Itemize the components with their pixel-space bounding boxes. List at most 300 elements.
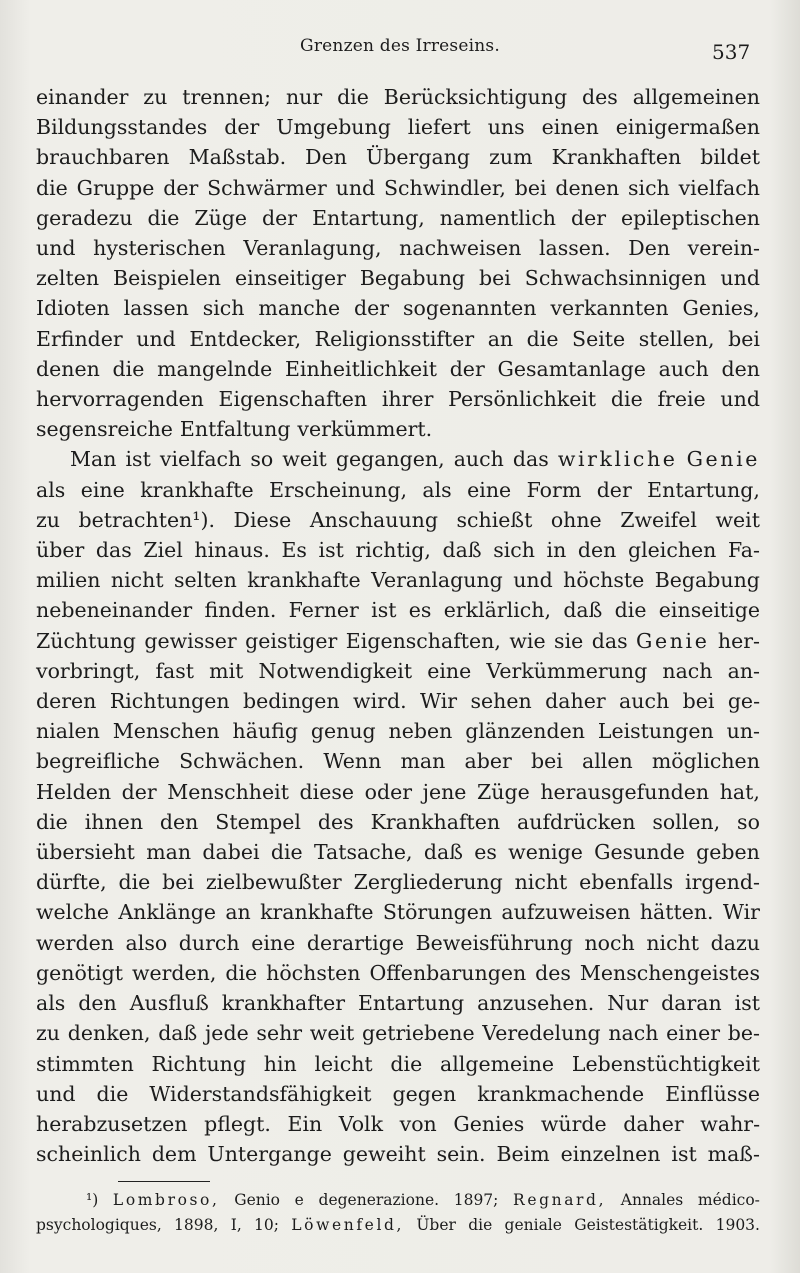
word: Ziel xyxy=(143,538,183,563)
word: die xyxy=(112,356,145,381)
word: ebenfalls xyxy=(579,870,674,895)
word: Entdecker, xyxy=(189,326,302,351)
word: schießt xyxy=(456,507,533,532)
text-line xyxy=(36,565,760,595)
word: Den xyxy=(305,145,347,170)
word: be- xyxy=(727,1021,760,1046)
word: eine xyxy=(80,477,125,502)
word: denen xyxy=(555,175,620,200)
word: epileptischen xyxy=(621,205,760,230)
word: daß xyxy=(423,840,463,865)
word: bei xyxy=(514,175,547,200)
word: ihnen xyxy=(84,809,144,834)
word: 10; xyxy=(254,1216,279,1234)
text-line xyxy=(36,112,760,142)
word: die xyxy=(468,1216,493,1234)
text-line xyxy=(36,656,760,686)
footnote-divider xyxy=(118,1181,210,1182)
word: eine xyxy=(251,930,296,955)
word: gleichen xyxy=(627,538,717,563)
word: wird. xyxy=(353,689,407,714)
word: der xyxy=(121,779,157,804)
word: einigermaßen xyxy=(615,115,760,140)
word: aufzuweisen xyxy=(501,900,631,925)
word: Anklänge xyxy=(118,900,217,925)
word: gewisser xyxy=(144,628,237,653)
text-line xyxy=(36,988,760,1018)
word: getriebene xyxy=(362,1021,475,1046)
word: daher xyxy=(623,1111,684,1136)
word: Krankhaften xyxy=(551,145,682,170)
word: anzusehen. xyxy=(477,991,595,1016)
word: mangelnde xyxy=(157,356,273,381)
word: Beispielen xyxy=(113,266,221,291)
word: gegangen, xyxy=(335,447,445,472)
text-line xyxy=(36,142,760,172)
word: Geistestätigkeit. xyxy=(574,1216,704,1234)
word: Züge xyxy=(477,779,530,804)
word: I, xyxy=(230,1216,242,1234)
word: werden, xyxy=(131,960,217,985)
word: segensreiche xyxy=(36,417,173,442)
word: brauchbaren xyxy=(36,145,170,170)
word: Schwärmer xyxy=(207,175,327,200)
word: bedingen xyxy=(243,689,340,714)
word: geniale xyxy=(504,1216,562,1234)
word: des xyxy=(582,85,618,109)
word: vielfach xyxy=(159,447,242,472)
word: Lebenstüchtigkeit xyxy=(571,1051,760,1076)
word: auch xyxy=(619,689,670,714)
word: so xyxy=(737,809,760,834)
word: weit xyxy=(309,1021,355,1046)
word: die xyxy=(610,387,643,412)
word: verkannten xyxy=(550,296,669,321)
word: Gesamtanlage xyxy=(497,356,646,381)
word: Genies xyxy=(453,1111,525,1136)
word: Idioten xyxy=(36,296,110,321)
word: an xyxy=(225,900,251,925)
word: Volk xyxy=(338,1111,384,1136)
word: sich xyxy=(628,175,670,200)
word: Maßstab. xyxy=(188,145,287,170)
word: des xyxy=(535,960,571,985)
word: degenerazione. xyxy=(318,1191,440,1209)
word: zelten xyxy=(36,266,100,291)
word: und xyxy=(513,568,553,593)
word: Religionsstifter xyxy=(314,326,475,351)
text-line xyxy=(36,263,760,293)
word: Untergange xyxy=(207,1142,332,1167)
word: diese xyxy=(299,779,355,804)
word: Beim xyxy=(496,1142,550,1167)
word: Ausfluß xyxy=(129,991,209,1016)
text-line xyxy=(36,837,760,867)
word: maß- xyxy=(707,1142,760,1167)
page-number: 537 xyxy=(712,40,751,64)
word: Züchtung xyxy=(36,628,136,653)
word: jede xyxy=(204,1021,249,1046)
word: dem xyxy=(151,1142,197,1167)
word: bei xyxy=(479,266,511,291)
word: betrachten¹). xyxy=(78,507,216,532)
word: einseitiger xyxy=(234,266,346,291)
word: scheinlich xyxy=(36,1142,141,1167)
word: höchsten xyxy=(266,960,361,985)
word: sich xyxy=(493,538,535,563)
word: verein- xyxy=(687,236,760,261)
text-line xyxy=(36,505,760,535)
word: die xyxy=(526,326,559,351)
word: Entartung xyxy=(357,991,465,1016)
word: auch xyxy=(453,447,504,472)
word: einzelnen xyxy=(560,1142,661,1167)
word: bei xyxy=(728,326,760,351)
word: geistiger xyxy=(245,628,338,653)
word: allen xyxy=(582,749,633,774)
word: Veranlagung xyxy=(371,568,503,593)
body-text xyxy=(36,82,760,1169)
word: neben xyxy=(388,719,453,744)
word: es xyxy=(408,598,432,623)
word: Entartung, xyxy=(312,205,425,230)
word: richtig, xyxy=(355,538,431,563)
word: die xyxy=(36,175,68,200)
word: Menschheit xyxy=(167,779,289,804)
word: lassen. xyxy=(538,236,611,261)
word: man xyxy=(146,840,192,865)
word: dazu xyxy=(710,930,760,955)
word: aber xyxy=(464,749,512,774)
word: wenige xyxy=(508,840,583,865)
word: vielfach xyxy=(678,175,760,200)
word: 1897; xyxy=(453,1191,499,1209)
word: so xyxy=(250,447,274,472)
word: verkümmert. xyxy=(297,417,433,442)
word: also xyxy=(125,930,168,955)
text-line xyxy=(36,414,760,444)
word: mit xyxy=(209,658,244,683)
word: der xyxy=(224,115,260,140)
word: aufdrücken xyxy=(517,809,636,834)
word: ist xyxy=(734,991,760,1016)
word: krankhafter xyxy=(221,991,346,1016)
word: Veranlagung, xyxy=(243,236,382,261)
word: ist xyxy=(371,598,397,623)
word: begreifliche xyxy=(36,749,160,774)
word: Genies, xyxy=(682,296,760,321)
word: hat, xyxy=(719,779,760,804)
word: vorbringt, xyxy=(36,658,141,683)
word: Schwindler, xyxy=(383,175,506,200)
word: wahr- xyxy=(700,1111,760,1136)
word: Genie xyxy=(636,628,710,653)
word: zu xyxy=(36,1021,61,1046)
text-line xyxy=(36,807,760,837)
word: Einflüsse xyxy=(665,1081,760,1106)
word: ohne xyxy=(550,507,602,532)
word: Persönlichkeit xyxy=(448,387,597,412)
word: 1903. xyxy=(715,1216,760,1234)
word: einseitige xyxy=(658,598,760,623)
word: und xyxy=(720,266,760,291)
text-line xyxy=(36,233,760,263)
word: Ferner xyxy=(288,598,359,623)
text-line xyxy=(36,384,760,414)
word: Gruppe xyxy=(76,175,155,200)
word: ihrer xyxy=(381,387,434,412)
word: wirkliche xyxy=(557,447,678,472)
word: allgemeine xyxy=(440,1051,555,1076)
word: der xyxy=(449,356,485,381)
word: Berücksichtigung xyxy=(383,85,568,109)
word: wie xyxy=(509,628,546,653)
word: nur xyxy=(285,85,323,109)
text-line xyxy=(36,82,760,112)
word: her- xyxy=(717,628,760,653)
word: Ein xyxy=(287,1111,323,1136)
text-line xyxy=(36,1139,760,1169)
word: der xyxy=(596,477,632,502)
word: leicht xyxy=(314,1051,373,1076)
word: jene xyxy=(422,779,467,804)
word: den xyxy=(78,991,117,1016)
word: bei xyxy=(682,689,715,714)
word: médico- xyxy=(697,1191,760,1209)
text-line xyxy=(36,535,760,565)
text-line xyxy=(36,595,760,625)
word: Krankhaften xyxy=(370,809,501,834)
word: Beweisführung xyxy=(415,930,573,955)
word: sein. xyxy=(436,1142,486,1167)
word: Seite xyxy=(572,326,626,351)
word: und xyxy=(36,1081,76,1106)
text-line xyxy=(36,173,760,203)
word: nialen xyxy=(36,719,100,744)
word: Erfinder xyxy=(36,326,123,351)
word: noch xyxy=(584,930,635,955)
word: der xyxy=(570,205,607,230)
word: stimmten xyxy=(36,1051,134,1076)
text-line xyxy=(36,203,760,233)
word: die xyxy=(225,960,258,985)
word: zu xyxy=(143,85,168,109)
word: Wenn xyxy=(323,749,382,774)
word: Züge xyxy=(194,205,248,230)
word: höchste xyxy=(563,568,645,593)
word: Offenbarungen xyxy=(369,960,527,985)
word: zum xyxy=(489,145,533,170)
word: Veredelung xyxy=(482,1021,601,1046)
word: die xyxy=(147,205,180,230)
word: zu xyxy=(36,507,61,532)
text-line xyxy=(36,444,760,474)
word: nicht xyxy=(646,930,700,955)
word: namentlich xyxy=(439,205,556,230)
word: daß xyxy=(563,598,603,623)
text-line xyxy=(36,716,760,746)
word: manche xyxy=(258,296,341,321)
word: und xyxy=(36,236,76,261)
word: Anschauung xyxy=(309,507,438,532)
word: einer xyxy=(666,1021,720,1046)
text-line xyxy=(36,897,760,927)
word: nach xyxy=(608,1021,659,1046)
word: denen xyxy=(36,356,100,381)
word: krankhafte xyxy=(260,900,374,925)
word: sehr xyxy=(256,1021,303,1046)
text-line xyxy=(36,1109,760,1139)
word: Umgebung xyxy=(276,115,391,140)
word: dürfte, xyxy=(36,870,107,895)
word: hin xyxy=(263,1051,297,1076)
text-line xyxy=(36,354,760,384)
word: man xyxy=(400,749,446,774)
word: ist xyxy=(671,1142,697,1167)
word: der xyxy=(354,296,390,321)
word: die xyxy=(614,598,647,623)
word: 1898, xyxy=(174,1216,219,1234)
word: Eigenschaften xyxy=(218,387,368,412)
word: Form xyxy=(526,477,582,502)
word: erklärlich, xyxy=(443,598,551,623)
text-line xyxy=(36,928,760,958)
text-line xyxy=(36,1079,760,1109)
word: Einheitlichkeit xyxy=(284,356,437,381)
word: nicht xyxy=(110,568,164,593)
word: möglichen xyxy=(651,749,760,774)
text-line xyxy=(36,324,760,354)
word: die xyxy=(337,85,369,109)
text-line xyxy=(36,1049,760,1079)
word: psychologiques, xyxy=(36,1216,162,1234)
word: glänzenden xyxy=(465,719,585,744)
word: denken, xyxy=(67,1021,151,1046)
word: ist xyxy=(125,447,151,472)
word: krankhafte xyxy=(247,568,361,593)
word: hervorragenden xyxy=(36,387,204,412)
word: Übergang xyxy=(366,145,471,170)
word: nachweisen xyxy=(399,236,522,261)
word: Stempel xyxy=(215,809,301,834)
word: die xyxy=(36,809,68,834)
word: Leistungen xyxy=(597,719,714,744)
word: hysterischen xyxy=(93,236,226,261)
word: derartige xyxy=(306,930,404,955)
footnotes xyxy=(36,1188,760,1238)
text-line xyxy=(36,867,760,897)
word: Störungen xyxy=(382,900,493,925)
word: genug xyxy=(310,719,376,744)
word: geweiht xyxy=(342,1142,426,1167)
text-line xyxy=(36,1018,760,1048)
word: bei xyxy=(162,870,194,895)
word: Gesunde xyxy=(594,840,685,865)
word: lassen xyxy=(123,296,189,321)
word: herausgefunden xyxy=(540,779,710,804)
word: irgend- xyxy=(685,870,760,895)
word: als xyxy=(36,477,66,502)
word: ist xyxy=(318,538,344,563)
word: Begabung xyxy=(359,266,466,291)
word: Genio xyxy=(234,1191,281,1209)
word: Löwenfeld, xyxy=(291,1216,405,1234)
word: Verkümmerung xyxy=(486,658,648,683)
text-line xyxy=(36,626,760,656)
word: Zergliederung xyxy=(353,870,503,895)
word: Zweifel xyxy=(620,507,697,532)
word: ge- xyxy=(727,689,760,714)
word: Schwächen. xyxy=(179,749,305,774)
word: Diese xyxy=(233,507,292,532)
word: sollen, xyxy=(652,809,721,834)
text-line xyxy=(36,475,760,505)
word: Genie xyxy=(686,447,760,472)
text-line xyxy=(36,293,760,323)
word: nach xyxy=(662,658,713,683)
running-header: Grenzen des Irreseins. xyxy=(300,36,500,56)
word: daher xyxy=(545,689,606,714)
word: dabei xyxy=(202,840,260,865)
word: milien xyxy=(36,568,101,593)
word: der xyxy=(163,175,199,200)
word: deren xyxy=(36,689,97,714)
word: das xyxy=(591,628,628,653)
word: als xyxy=(36,991,66,1016)
word: als xyxy=(422,477,452,502)
word: hinaus. xyxy=(194,538,270,563)
word: und xyxy=(720,387,760,412)
word: Menschen xyxy=(112,719,220,744)
word: daß xyxy=(158,1021,198,1046)
word: Nur xyxy=(607,991,649,1016)
word: freie xyxy=(657,387,706,412)
word: ¹) xyxy=(86,1191,99,1209)
word: Erscheinung, xyxy=(269,477,407,502)
word: und xyxy=(136,326,176,351)
word: an xyxy=(487,326,514,351)
word: Entartung, xyxy=(647,477,760,502)
word: der xyxy=(262,205,298,230)
word: fast xyxy=(155,658,195,683)
word: daß xyxy=(442,538,482,563)
word: einen xyxy=(541,115,599,140)
footnote-line xyxy=(36,1188,760,1213)
word: werden xyxy=(36,930,114,955)
word: Wir xyxy=(420,689,458,714)
word: sogenannten xyxy=(402,296,537,321)
word: und xyxy=(335,175,376,200)
word: Bildungsstandes xyxy=(36,115,208,140)
word: Es xyxy=(281,538,307,563)
word: sehen xyxy=(470,689,532,714)
text-line xyxy=(36,777,760,807)
word: selten xyxy=(173,568,237,593)
word: daran xyxy=(661,991,722,1016)
word: un- xyxy=(726,719,760,744)
word: Den xyxy=(628,236,671,261)
word: den xyxy=(721,356,760,381)
word: eine xyxy=(467,477,512,502)
word: bei xyxy=(531,749,563,774)
word: Annales xyxy=(620,1191,684,1209)
word: das xyxy=(95,538,132,563)
word: genötigt xyxy=(36,960,123,985)
word: an- xyxy=(727,658,760,683)
word: nebeneinander xyxy=(36,598,193,623)
word: Helden xyxy=(36,779,112,804)
word: Man xyxy=(70,447,117,472)
